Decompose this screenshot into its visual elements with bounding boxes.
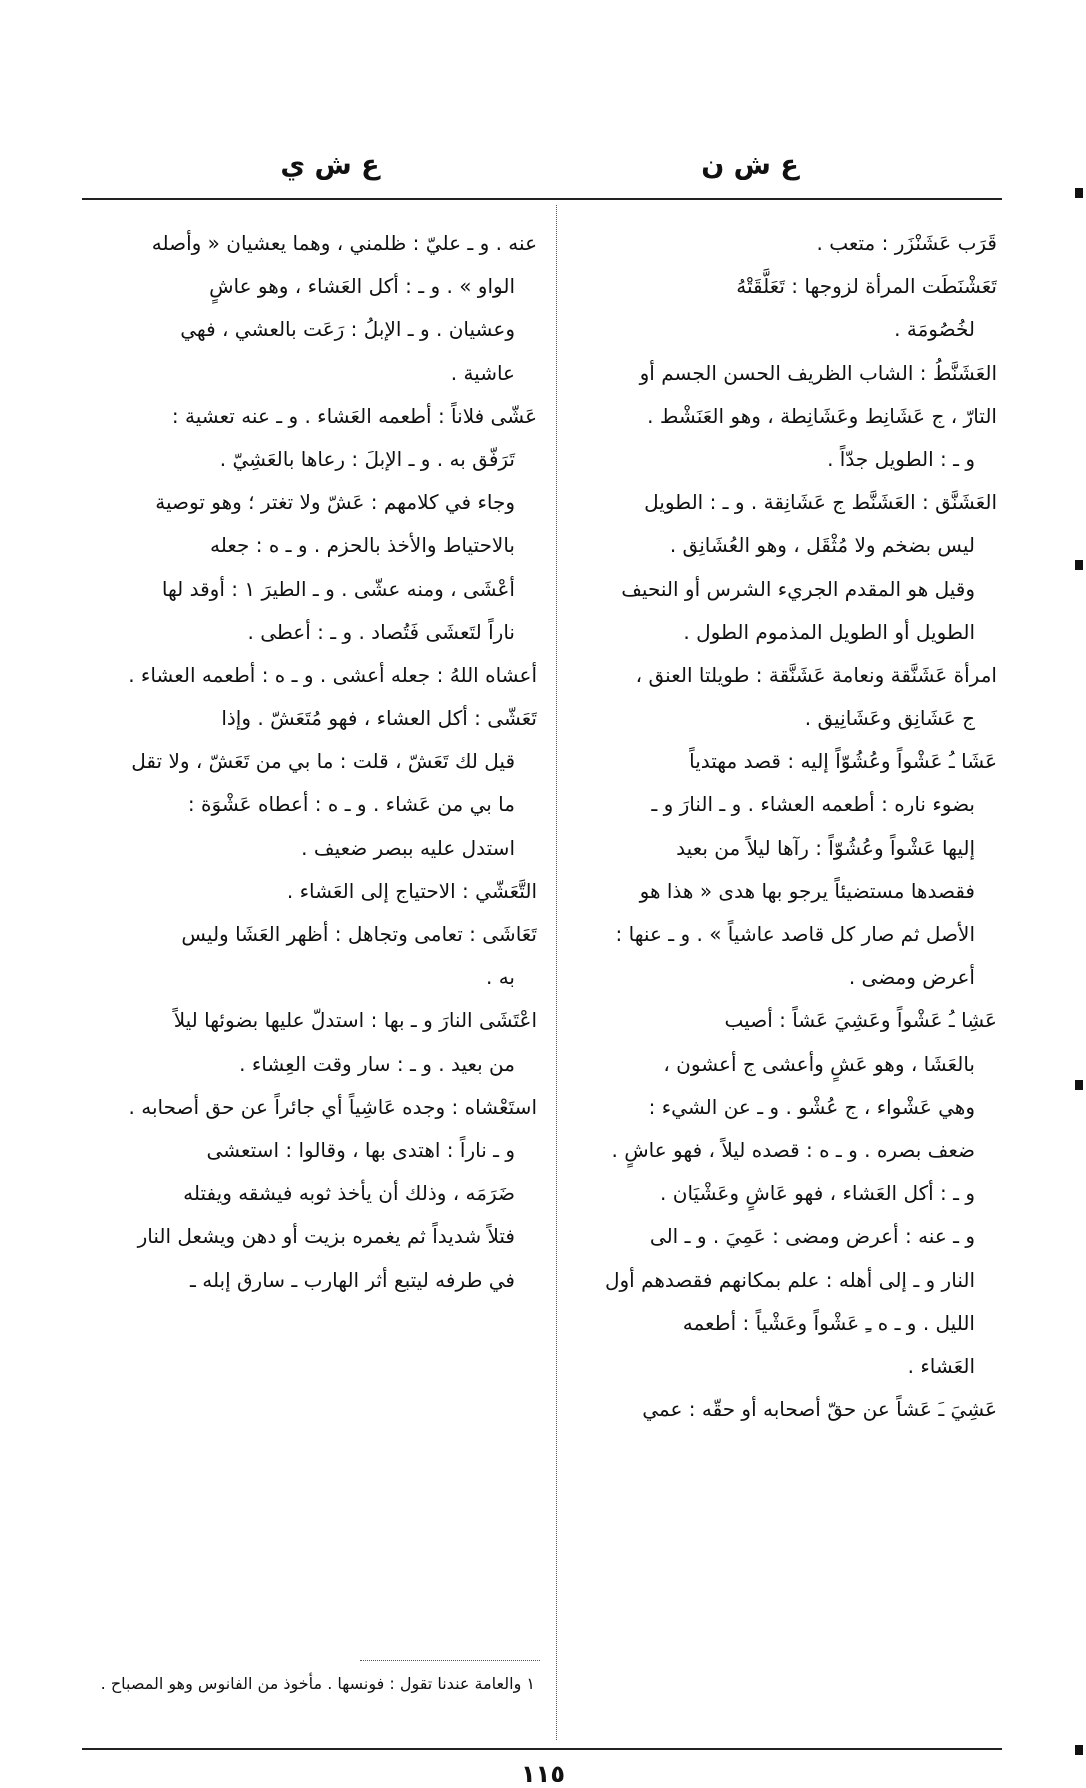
margin-mark: [1075, 1080, 1083, 1090]
text-line: الأصل ثم صار كل قاصد عاشياً » . و ـ عنها :: [615, 922, 975, 946]
text-line: عَشِا ـُ عَشْواً وعَشِيَ عَشاً : أصيب: [724, 1008, 997, 1033]
text-line: قيل لك تَعَشّ ، قلت : ما بي من تَعَشّ ، ولا تقل: [131, 749, 515, 774]
text-line: العَشاء .: [907, 1353, 975, 1378]
text-line: تَعَشْنَطَت المرأة لزوجها : تَعَلَّقَتْهُ: [736, 274, 997, 299]
text-line: التارّ ، ج عَشَانِط وعَشَانِطة ، وهو العَنَشْط .: [647, 403, 997, 428]
text-line: وعشيان . و ـ الإبلُ : رَعَت بالعشي ، فهي: [180, 317, 515, 342]
text-line: و ـ ناراً : اهتدى بها ، وقالوا : استعشى: [206, 1137, 515, 1162]
footnote: ١ والعامة عندنا تقول : فونسها . مأخوذ من الفانوس وهو المصباح .: [100, 1674, 535, 1693]
text-line: تَرَفّق به . و ـ الإبلَ : رعاها بالعَشِيّ .: [219, 446, 515, 471]
page-number: ١١٥: [521, 1760, 565, 1788]
text-line: عَشِيَ ـَ عَشاً عن حقّ أصحابه أو حقّه : عمي: [642, 1397, 997, 1422]
text-line: استَعْشاه : وجده عَاشِياً أي جائراً عن حق أصحابه .: [128, 1094, 537, 1119]
text-line: و ـ : أكل العَشاء ، فهو عَاشٍ وعَشْيَان .: [660, 1181, 975, 1206]
text-line: فقصدها مستضيئاً يرجو بها هدى « هذا هو: [639, 878, 975, 903]
text-line: تَعَشّى : أكل العشاء ، فهو مُتَعَشّ . وإذا: [221, 706, 537, 731]
text-line: من بعيد . و ـ : سار وقت العِشاء .: [239, 1051, 515, 1076]
text-line: النار و ـ إلى أهله : علم بمكانهم فقصدهم أول: [604, 1267, 975, 1292]
text-line: عنه . و ـ عليّ : ظلمني ، وهما يعشيان « وأصله: [151, 231, 537, 255]
text-line: به .: [485, 965, 515, 990]
margin-mark: [1075, 560, 1083, 570]
text-line: قَرَب عَشَنْزَر : متعب .: [816, 231, 997, 255]
text-line: الطويل أو الطويل المذموم الطول .: [683, 619, 975, 644]
text-line: عَشَا ـُ عَشْواً وعُشُوّاً إليه : قصد مهتدياً: [689, 749, 997, 774]
text-line: أعْشَى ، ومنه عشّى . و ـ الطيرَ ١ : أوقد لها: [161, 576, 515, 601]
text-line: فتلاً شديداً ثم يغمره بزيت أو دهن ويشعل النار: [137, 1224, 515, 1249]
text-line: تَعَاشَى : تعامى وتجاهل : أظهر العَشَا وليس: [181, 922, 537, 946]
text-line: ما بي من عَشاء . و ـ ه : أعطاه عَشْوَة :: [187, 792, 515, 817]
text-line: الواو » . و ـ : أكل العَشاء ، وهو عاشٍ: [209, 274, 515, 299]
column-divider: [556, 205, 557, 1740]
text-line: وقيل هو المقدم الجريء الشرس أو النحيف: [621, 576, 975, 601]
text-line: وهي عَشْواء ، ج عُشْو . و ـ عن الشيء :: [648, 1094, 975, 1119]
footnote-rule: [360, 1660, 540, 1661]
page-header-left: ع ش ي: [280, 150, 380, 181]
text-line: في طرفه ليتبع أثر الهارب ـ سارق إبله ـ: [190, 1267, 515, 1292]
text-line: أعشاه اللهُ : جعله أعشى . و ـ ه : أطعمه العشاء .: [128, 662, 537, 687]
text-line: بالاحتياط والأخذ بالحزم . و ـ ه : جعله: [210, 533, 515, 558]
text-line: ج عَشَانِق وعَشَانِيق .: [804, 706, 975, 731]
text-line: إليها عَشْواً وعُشُوّاً : رآها ليلاً من بعيد: [676, 835, 975, 860]
text-line: عَشّى فلاناً : أطعمه العَشاء . و ـ عنه تعشية :: [171, 403, 537, 428]
text-line: اعْتَشَى النارَ و ـ بها : استدلّ عليها بضوئها ليلاً: [173, 1008, 537, 1033]
right-column: [575, 222, 997, 1431]
top-rule: [82, 198, 1002, 200]
text-line: بالعَشَا ، وهو عَشٍ وأعشى ج أعشون ،: [663, 1051, 975, 1076]
bottom-rule: [82, 1748, 1002, 1750]
text-line: التَّعَشّي : الاحتياج إلى العَشاء .: [286, 878, 537, 903]
left-column: [85, 222, 537, 1302]
margin-mark: [1075, 1745, 1083, 1755]
text-line: ناراً لتَعشَى فَتُصاد . و ـ : أعطى .: [247, 619, 515, 644]
text-line: استدل عليه ببصر ضعيف .: [301, 835, 515, 860]
text-line: وجاء في كلامهم : عَشّ ولا تغتر ؛ وهو توصية: [155, 490, 515, 515]
text-line: و ـ : الطويل جدّاً .: [827, 446, 975, 471]
text-line: العَشَنَّطُ : الشاب الظريف الحسن الجسم أو: [639, 360, 997, 385]
text-line: و ـ عنه : أعرض ومضى : عَمِيَ . و ـ الى: [649, 1224, 975, 1249]
text-line: عاشية .: [450, 360, 515, 385]
text-line: الليل . و ـ ه ـِ عَشْواً وعَشْياً : أطعمه: [682, 1310, 975, 1335]
text-line: ضَرَمَه ، وذلك أن يأخذ ثوبه فيشقه ويفتله: [183, 1181, 515, 1206]
text-line: لخُصُومَة .: [894, 317, 975, 342]
text-line: ضعف بصره . و ـ ه : قصده ليلاً ، فهو عاشٍ .: [611, 1137, 975, 1162]
margin-mark: [1075, 188, 1083, 198]
text-line: ليس بضخم ولا مُثْقَل ، وهو العُشَانِق .: [669, 533, 975, 558]
text-line: امرأة عَشَنَّقة ونعامة عَشَنَّقة : طويلتا العنق ،: [635, 662, 997, 687]
text-line: أعرض ومضى .: [848, 965, 975, 990]
text-line: بضوء ناره : أطعمه العشاء . و ـ النارَ و ـ: [651, 792, 975, 817]
page-header-right: ع ش ن: [701, 150, 799, 181]
text-line: العَشَنَّق : العَشَنَّط ج عَشَانِقة . و ـ : الطويل: [644, 490, 997, 515]
